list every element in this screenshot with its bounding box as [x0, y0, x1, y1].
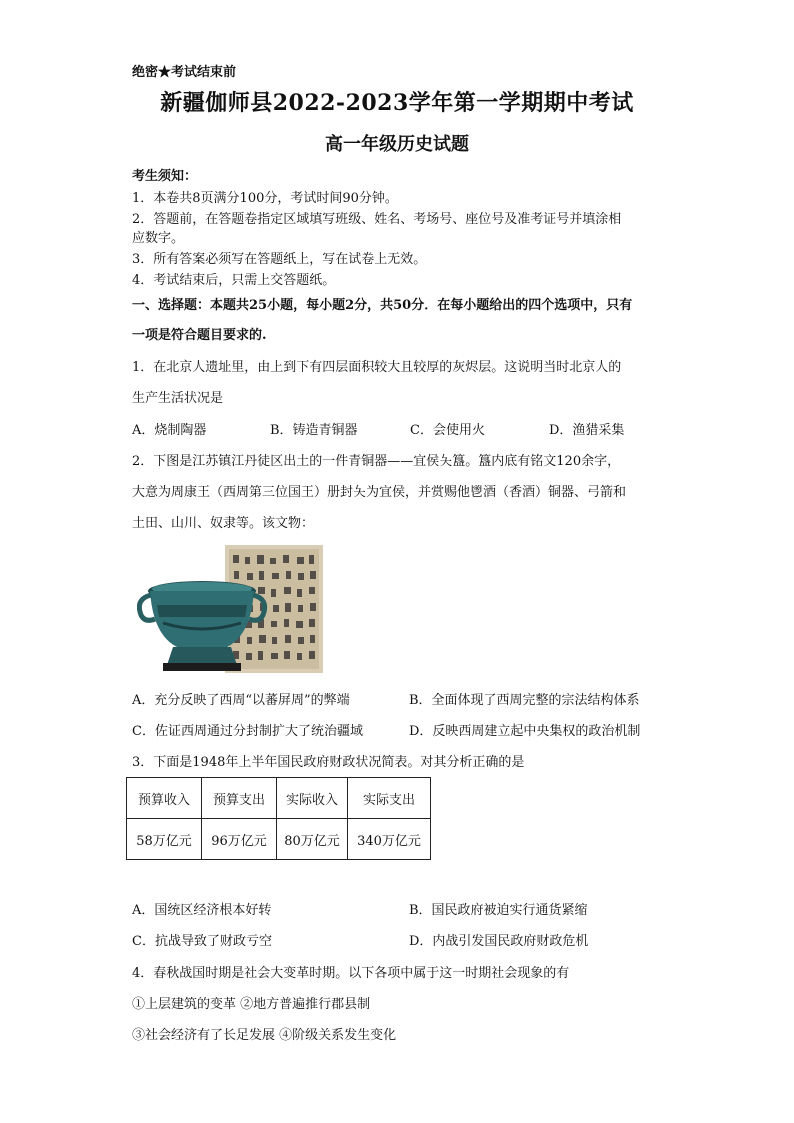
exam-subtitle: 高一年级历史试题 [325, 134, 469, 155]
exam-title: 新疆伽师县2022-2023学年第一学期期中考试 [160, 90, 634, 116]
q4-stem: 4．春秋战国时期是社会大变革时期。以下各项中属于这一时期社会现象的有 [132, 966, 570, 981]
table-cell: 340万亿元 [348, 819, 431, 860]
table-header-cell: 预算支出 [202, 778, 277, 819]
notice-item: 4．考试结束后，只需上交答题纸。 [132, 273, 336, 288]
q3-option-c: C．抗战导致了财政亏空 [132, 934, 272, 949]
table-cell: 80万亿元 [277, 819, 348, 860]
notice-item: 2．答题前，在答题卷指定区域填写班级、姓名、考场号、座位号及准考证号并填涂相 [132, 212, 622, 227]
bronze-gui-icon [137, 543, 327, 675]
notice-item: 3．所有答案必须写在答题纸上，写在试卷上无效。 [132, 252, 427, 267]
q2-option-c: C．佐证西周通过分封制扩大了统治疆域 [132, 724, 363, 739]
table-header-row [127, 778, 431, 819]
q2-option-d: D．反映西周建立起中央集权的政治机制 [409, 724, 641, 739]
bronze-vessel-figure [137, 543, 327, 675]
notice-heading: 考生须知： [132, 169, 198, 184]
table-cell: 58万亿元 [127, 819, 202, 860]
q1-option-a: A．烧制陶器 [132, 423, 207, 438]
q1-option-c: C．会使用火 [410, 423, 485, 438]
q1-stem-cont: 生产生活状况是 [132, 391, 224, 406]
q3-option-b: B．国民政府被迫实行通货紧缩 [409, 903, 588, 918]
notice-item: 1．本卷共8页满分100分，考试时间90分钟。 [132, 191, 398, 206]
table-cell: 96万亿元 [202, 819, 277, 860]
q2-stem: 2．下图是江苏镇江丹徒区出土的一件青铜器——宜侯夨簋。簋内底有铭文120余字， [132, 454, 621, 469]
section-heading-cont: 一项是符合题目要求的. [132, 328, 267, 343]
notice-item: 应数字。 [132, 231, 185, 246]
q2-option-b: B．全面体现了西周完整的宗法结构体系 [409, 693, 640, 708]
q2-option-a: A．充分反映了西周“以蕃屏周”的弊端 [132, 693, 350, 708]
q4-items: ③社会经济有了长足发展 ④阶级关系发生变化 [132, 1028, 397, 1043]
table-row [127, 819, 431, 860]
table-header-cell: 预算收入 [127, 778, 202, 819]
q4-items: ①上层建筑的变革 ②地方普遍推行郡县制 [132, 997, 371, 1012]
q1-option-d: D．渔猎采集 [549, 423, 625, 438]
q1-stem: 1．在北京人遗址里，由上到下有四层面积较大且较厚的灰烬层。这说明当时北京人的 [132, 360, 622, 375]
q2-stem-cont: 土田、山川、奴隶等。该文物： [132, 516, 315, 531]
q3-option-a: A．国统区经济根本好转 [132, 903, 272, 918]
q3-option-d: D．内战引发国民政府财政危机 [409, 934, 589, 949]
finance-table [126, 777, 431, 860]
secret-label: 绝密★考试结束前 [132, 65, 237, 80]
table-header-cell: 实际收入 [277, 778, 348, 819]
q1-option-b: B．铸造青铜器 [270, 423, 358, 438]
table-header-cell: 实际支出 [348, 778, 431, 819]
q2-stem-cont: 大意为周康王（西周第三位国王）册封夨为宜侯，并赏赐他鬯酒（香酒）铜器、弓箭和 [132, 485, 627, 500]
section-heading: 一、选择题：本题共25小题，每小题2分，共50分．在每小题给出的四个选项中，只有 [132, 298, 633, 313]
q3-stem: 3．下面是1948年上半年国民政府财政状况简表。对其分析正确的是 [132, 755, 525, 770]
